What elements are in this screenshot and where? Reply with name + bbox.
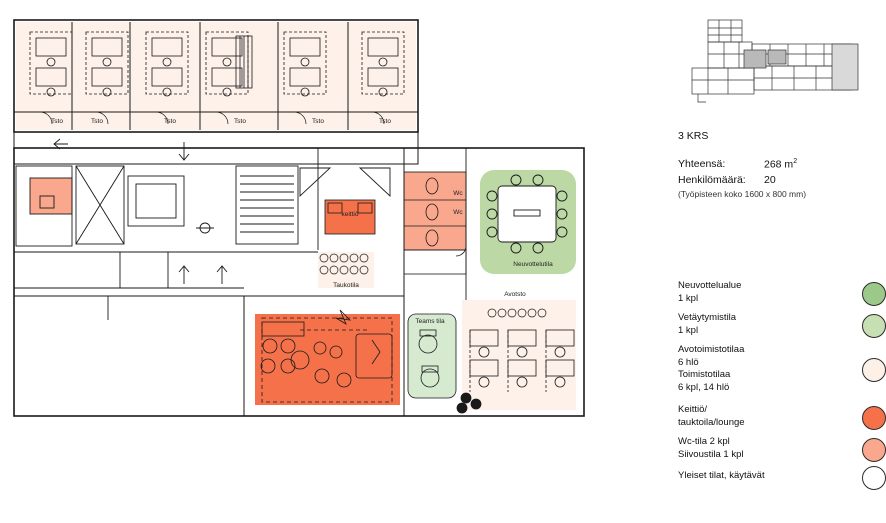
legend-item-common — [678, 470, 886, 496]
svg-text:Tsto: Tsto — [234, 118, 246, 125]
legend-item-wc — [678, 436, 886, 462]
legend-line: Vetäytymistila — [678, 312, 737, 323]
legend — [678, 280, 886, 500]
legend-line: Siivoustila 1 kpl — [678, 448, 744, 460]
legend-line: 1 kpl — [678, 292, 699, 304]
room-labels — [51, 118, 553, 325]
legend-swatch-open-office — [862, 358, 886, 382]
svg-text:Wc: Wc — [453, 190, 463, 197]
area-value-number: 268 m — [764, 158, 794, 171]
area-unit: 2 — [793, 158, 798, 165]
workstation-note: (Työpisteen koko 1600 x 800 mm) — [678, 188, 807, 199]
svg-text:Wc: Wc — [453, 209, 463, 216]
legend-line: Keittiö/ — [678, 404, 708, 415]
people-value: 20 — [764, 173, 776, 186]
svg-text:Avotsto: Avotsto — [504, 291, 526, 298]
svg-text:Tsto: Tsto — [51, 118, 63, 125]
svg-text:Tsto: Tsto — [312, 118, 324, 125]
legend-item-open-office — [678, 344, 886, 394]
people-label: Henkilömäärä: — [678, 173, 746, 186]
stats-block — [678, 158, 878, 199]
legend-line: 6 hlö — [678, 356, 699, 368]
legend-line: Neuvottelualue — [678, 280, 742, 291]
legend-line: Wc-tila 2 kpl — [678, 436, 730, 447]
svg-text:Tsto: Tsto — [91, 118, 103, 125]
legend-line: Avotoimistotilaa — [678, 344, 745, 355]
svg-text:Taukotila: Taukotila — [333, 282, 359, 289]
legend-item-kitchen — [678, 404, 886, 430]
legend-label-wc — [678, 436, 828, 461]
legend-line: tauktoila/lounge — [678, 416, 745, 428]
legend-line: Yleiset tilat, käytävät — [678, 470, 765, 481]
svg-text:Neuvottelutila: Neuvottelutila — [513, 261, 553, 268]
svg-text:Tsto: Tsto — [164, 118, 176, 125]
legend-line: Toimistotilaa — [678, 369, 731, 380]
legend-label-kitchen — [678, 404, 828, 429]
svg-text:Tsto: Tsto — [379, 118, 391, 125]
info-panel — [660, 0, 886, 523]
stats-row-people — [678, 174, 878, 186]
svg-text:keittiö: keittiö — [341, 211, 359, 218]
legend-label-open-office — [678, 344, 828, 394]
floor-label: 3 KRS — [678, 130, 709, 142]
legend-item-retreat — [678, 312, 886, 338]
legend-label-common — [678, 470, 828, 483]
legend-swatch-meeting — [862, 282, 886, 306]
stats-row-area — [678, 158, 878, 171]
legend-line: 6 kpl, 14 hlö — [678, 381, 730, 393]
legend-swatch-wc — [862, 438, 886, 462]
legend-label-retreat — [678, 312, 828, 337]
area-value — [764, 158, 824, 171]
legend-line: 1 kpl — [678, 324, 699, 336]
legend-swatch-kitchen — [862, 406, 886, 430]
key-plan-thumbnail — [684, 14, 870, 106]
legend-swatch-retreat — [862, 314, 886, 338]
legend-label-meeting — [678, 280, 828, 305]
legend-item-meeting — [678, 280, 886, 306]
svg-text:Teams tila: Teams tila — [415, 318, 445, 325]
legend-swatch-common — [862, 466, 886, 490]
area-label: Yhteensä: — [678, 158, 726, 170]
